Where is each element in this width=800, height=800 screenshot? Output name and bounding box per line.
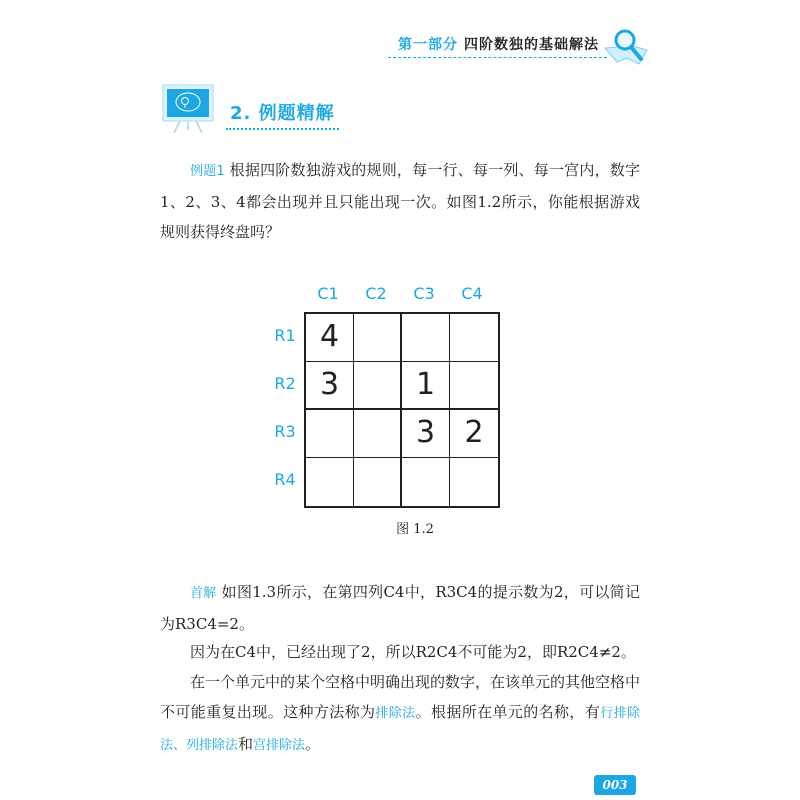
grid-cell-r3c1 xyxy=(306,410,354,458)
magnifier-book-icon xyxy=(603,28,651,68)
grid-cell-r3c2 xyxy=(354,410,402,458)
grid-cell-r1c1: 4 xyxy=(306,314,354,362)
row-label: R3 xyxy=(274,422,296,441)
column-label: C3 xyxy=(413,284,435,303)
column-labels xyxy=(304,284,496,303)
solution-text-1: 如图1.3所示，在第四列C4中，R3C4的提示数为2，可以简记为R3C4=2。 xyxy=(160,583,640,633)
term-box-elimination: 宫排除法 xyxy=(253,738,306,753)
grid-cell-r2c1: 3 xyxy=(306,362,354,410)
grid-cell-r4c3 xyxy=(402,458,450,506)
presentation-board-icon xyxy=(162,84,214,134)
row-label: R1 xyxy=(274,326,296,345)
column-label: C4 xyxy=(461,284,483,303)
term-row-column-elimination: 行排除法、列排除法 xyxy=(160,706,640,753)
header-part: 第一部分 xyxy=(398,37,458,53)
grid-cell-r3c3: 3 xyxy=(402,410,450,458)
grid-cell-r2c4 xyxy=(450,362,498,410)
running-header xyxy=(388,28,651,58)
term-elimination: 排除法 xyxy=(375,706,416,721)
row-label: R2 xyxy=(274,374,296,393)
solution-text-2: 因为在C4中，已经出现了2，所以R2C4不可能为2，即R2C4≠2。 xyxy=(190,643,636,661)
grid-cell-r4c2 xyxy=(354,458,402,506)
column-label: C2 xyxy=(365,284,387,303)
figure-caption: 图 1.2 xyxy=(396,522,434,537)
grid-cell-r1c3 xyxy=(402,314,450,362)
grid-cell-r1c4 xyxy=(450,314,498,362)
solution-text-3a: 在一个单元中的某个空格中明确出现的数字，在该单元的其他空格中不可能重复出现。这种方法称为 xyxy=(160,673,641,721)
example-text: 根据四阶数独游戏的规则，每一行、每一列、每一宫内，数字1、2、3、4都会出现并且只能出现一次。如图1.2所示，你能根据游戏规则获得终盘吗？ xyxy=(160,161,640,241)
row-label: R4 xyxy=(274,470,296,489)
solution-text-3b: 。根据所在单元的名称，有 xyxy=(415,703,601,721)
grid-cell-r4c1 xyxy=(306,458,354,506)
section-title: 2. 例题精解 xyxy=(226,99,339,130)
grid-cell-r2c2 xyxy=(354,362,402,410)
solution-text-3c: 和 xyxy=(238,735,254,753)
page-number: 003 xyxy=(594,775,636,795)
solution-text-3d: 。 xyxy=(305,735,321,753)
example-label: 例题1 xyxy=(190,164,225,179)
solution-paragraph-3 xyxy=(160,667,640,761)
solution-label: 首解 xyxy=(190,586,217,601)
section-heading xyxy=(162,84,339,134)
solution-paragraph-2 xyxy=(160,637,640,667)
header-title: 四阶数独的基础解法 xyxy=(464,37,599,53)
sudoku-grid xyxy=(304,312,500,508)
header-text xyxy=(388,34,607,58)
column-label: C1 xyxy=(317,284,339,303)
grid-cell-r1c2 xyxy=(354,314,402,362)
grid-cell-r2c3: 1 xyxy=(402,362,450,410)
grid-cell-r4c4 xyxy=(450,458,498,506)
example-paragraph xyxy=(160,155,640,247)
grid-cell-r3c4: 2 xyxy=(450,410,498,458)
solution-paragraph-1 xyxy=(160,577,640,639)
row-labels xyxy=(270,312,300,504)
